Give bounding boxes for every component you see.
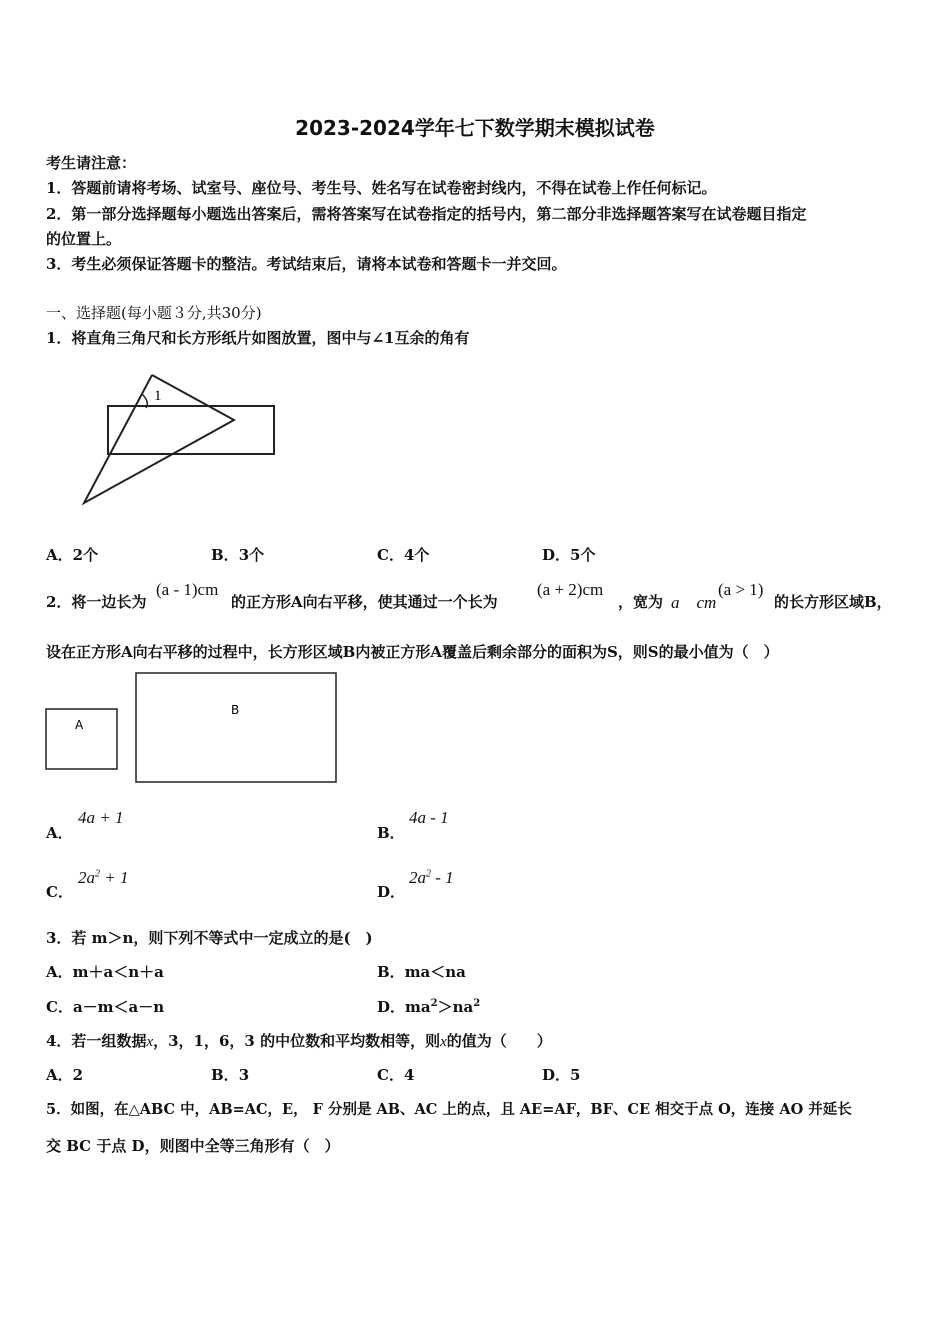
q4-option-b[interactable]: B．3: [211, 1066, 250, 1084]
q2-option-c-expr: $2a^2 + 1$: [78, 868, 129, 887]
q4-option-c[interactable]: C．4: [377, 1066, 415, 1084]
question-2-line1-a: 2．将一边长为: [46, 593, 147, 611]
question-4-stem: 4．若一组数据x，3，1，6，3 的中位数和平均数相等，则x的值为（ ）: [46, 1032, 552, 1050]
q2-option-c-letter[interactable]: C．: [46, 883, 73, 901]
page-title: 2023-2024学年七下数学期末模拟试卷: [295, 116, 655, 140]
q3-option-d[interactable]: D．$ma^2>na^2$: [377, 998, 481, 1016]
q2-option-a-expr: 4a + 1: [78, 808, 124, 827]
q2-option-d-expr: $2a^2 - 1$: [409, 868, 454, 887]
q2-option-a-letter[interactable]: A．: [46, 824, 73, 842]
q1-option-c[interactable]: C．4个: [377, 546, 430, 564]
label-a: A: [75, 718, 84, 732]
section-heading: 一、选择题(每小题３分,共30分): [46, 304, 262, 322]
question-2-line1-c: ，宽为: [618, 593, 664, 611]
question-5-line2: 交 BC 于点 D，则图中全等三角形有（ ）: [46, 1137, 340, 1155]
question-1-stem: 1．将直角三角尺和长方形纸片如图放置，图中与∠1互余的角有: [46, 329, 470, 347]
notice-heading: 考生请注意：: [46, 154, 137, 172]
q2-expr-condition: (a > 1): [718, 580, 764, 599]
notice-item: 1．答题前请将考场、试室号、座位号、考生号、姓名写在试卷密封线内，不得在试卷上作任何标记。: [46, 179, 717, 197]
q3-option-c[interactable]: C．a－m＜a－n: [46, 998, 165, 1016]
q2-expr-side: (a - 1)cm: [156, 580, 219, 599]
q4-option-d[interactable]: D．5: [542, 1066, 581, 1084]
q1-option-b[interactable]: B．3个: [211, 546, 265, 564]
notice-item: 3．考生必须保证答题卡的整洁。考试结束后，请将本试卷和答题卡一并交回。: [46, 255, 567, 273]
notice-item: 2．第一部分选择题每小题选出答案后，需将答案写在试卷指定的括号内，第二部分非选择题答案写在试卷题目指定: [46, 205, 807, 223]
q4-option-a[interactable]: A．2: [46, 1066, 84, 1084]
q2-expr-width: a cm: [671, 593, 717, 612]
q3-option-a[interactable]: A．m＋a＜n＋a: [46, 963, 164, 981]
angle-1-label: 1: [154, 388, 162, 404]
label-b: B: [231, 703, 240, 717]
q2-option-b-letter[interactable]: B．: [377, 824, 405, 842]
square-rectangle-figure: [44, 671, 340, 785]
question-2-line1-b: 的正方形A向右平移，使其通过一个长为: [231, 593, 498, 611]
q1-option-a[interactable]: A．2个: [46, 546, 99, 564]
q2-option-d-letter[interactable]: D．: [377, 883, 406, 901]
triangle-rectangle-figure: [80, 372, 280, 507]
q2-expr-length: (a + 2)cm: [537, 580, 604, 599]
question-2-line1-d: 的长方形区域B，: [774, 593, 892, 611]
question-5-line1: 5．如图，在△ABC 中，AB=AC，E， F 分别是 AB、AC 上的点，且 AE=AF，BF、CE 相交于点 O，连接 AO 并延长: [46, 1101, 852, 1118]
notice-item: 的位置上。: [46, 230, 122, 248]
rectangle-b: [136, 673, 336, 782]
question-2-line2: 设在正方形A向右平移的过程中，长方形区域B内被正方形A覆盖后剩余部分的面积为S，则S的最小值为（ ）: [46, 643, 779, 661]
question-3-stem: 3．若 m＞n，则下列不等式中一定成立的是( ): [46, 929, 373, 947]
q2-option-b-expr: 4a - 1: [409, 808, 449, 827]
q3-option-b[interactable]: B．ma＜na: [377, 963, 466, 981]
q1-option-d[interactable]: D．5个: [542, 546, 596, 564]
